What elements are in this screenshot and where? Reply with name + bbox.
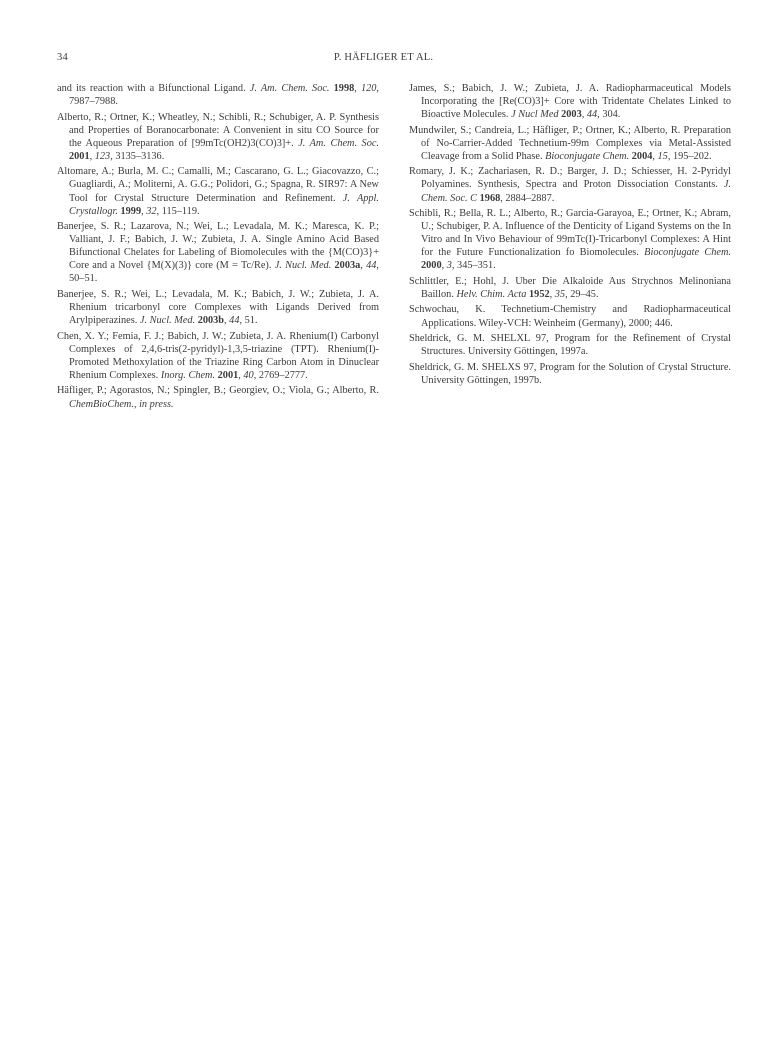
reference-text: , 304. [597,109,621,121]
reference-italic-text: J. Nucl. Med. [274,260,332,272]
reference-text: , [224,315,230,327]
reference-text: Chen, X. Y.; Femia, F. J.; Babich, J. W.; Zubieta, J. A. Rhenium(I) Carbonyl Complexes of 2,4,6-tris(2-pyridyl)-1,3,5-triazine (TPT). Rhenium(I)-Promoted Methoxylation of the Triazine Ring Carbon Atom in Dinuclear Rhenium Complexes. [57,330,379,381]
reference-italic-text: J Nucl Med [511,109,559,121]
reference-entry [57,288,379,327]
reference-italic-text: 44 [586,109,598,121]
reference-text: , 29–45. [565,288,599,300]
reference-year: 1968 [479,192,501,204]
references-column-right [409,82,731,389]
reference-italic-text: Inorg. Chem. [160,369,216,381]
reference-text: Romary, J. K.; Zachariasen, R. D.; Barger, J. D.; Schiesser, H. 2-Pyridyl Polyamines. Synthesis, Spectra and Proton Dissociation Constants. [409,166,731,191]
reference-entry [409,303,731,329]
reference-entry [409,165,731,204]
reference-italic-text: Bioconjugate Chem. [545,150,630,162]
reference-text: Mundwiler, S.; Candreia, L.; Häfliger, P.; Ortner, K.; Alberto, R. Preparation of No-Carrier-Added Technetium-99m Complexes via Metal-Assisted Cleavage from a Solid Phase. [409,124,731,162]
reference-year: 2001 [217,369,239,381]
reference-italic-text: J. Chem. Soc. C [421,179,731,204]
reference-italic-text: J. Am. Chem. Soc. [298,137,379,149]
reference-text: , 195–202. [667,150,712,162]
reference-text: , 345–351. [451,260,496,272]
reference-text: , [238,369,244,381]
reference-text: , [89,150,95,162]
reference-text: , [581,109,587,121]
reference-italic-text: Bioconjugate Chem. [644,247,731,259]
reference-year: 2003 [561,109,582,121]
reference-italic-text: J. Appl. Crystallogr. [69,192,379,217]
reference-italic-text: 3 [446,260,452,272]
reference-italic-text: 120 [360,83,377,94]
reference-italic-text: J. Am. Chem. Soc. [249,83,330,94]
reference-entry [57,384,379,410]
reference-text: , 50–51. [69,260,379,285]
reference-entry [409,361,731,387]
reference-text: Sheldrick, G. M. SHELXS 97, Program for the Solution of Crystal Structure. University Göttingen, 1997b. [409,361,731,386]
references-column-left [57,82,379,413]
reference-year: 2003b [197,315,225,327]
reference-text: Schibli, R.; Bella, R. L.; Alberto, R.; Garcia-Garayoa, E.; Ortner, K.; Abram, U.; Schubiger, P. A. Influence of the Denticity of Ligand Systems on the In Vitro and In Vivo Behaviour of 99mTc(I)-Tricarbonyl Complexes: A Hint for the Future Functionalization fo Biomolecules. [409,208,731,259]
reference-text: , 51. [239,315,258,327]
reference-text: Häfliger, P.; Agorastos, N.; Spingler, B.; Georgiev, O.; Viola, G.; Alberto, R. [57,385,379,397]
reference-italic-text: 15 [657,150,668,162]
reference-year: 2003a [334,260,361,272]
reference-italic-text: J. Nucl. Med. [139,315,196,327]
reference-year: 1952 [529,288,550,300]
reference-entry [57,111,379,163]
reference-entry [409,124,731,163]
reference-italic-text: 32 [146,205,157,217]
reference-text: , [441,260,447,272]
reference-text: Schlittler, E.; Hohl, J. Uber Die Alkaloide Aus Strychnos Melinoniana Baillon. [409,275,731,300]
reference-italic-text: ChemBioChem., in press. [69,398,174,410]
reference-entry [57,165,379,217]
reference-entry [57,82,379,108]
reference-text: , 3135–3136. [110,150,165,162]
reference-text: , 115–119. [156,205,200,217]
reference-text: , [652,150,658,162]
reference-text: and its reaction with a Bifunctional Ligand. [57,83,250,94]
reference-text: , 2884–2887. [500,192,555,204]
reference-year: 2001 [69,150,90,162]
reference-year: 1999 [120,205,142,217]
reference-year: 2004 [631,150,653,162]
reference-entry [409,82,731,121]
reference-italic-text: 35 [554,288,566,300]
reference-entry [409,332,731,358]
page-number: 34 [57,52,68,63]
reference-entry [57,220,379,285]
reference-italic-text: 44 [229,315,240,327]
reference-text: Banerjee, S. R.; Wei, L.; Levadala, M. K.; Babich, J. W.; Zubieta, J. A. Rhenium tricarbonyl core Complexes with Ligands Derived from Arylpiperazines. [57,288,379,327]
reference-text: , 7987–7988. [69,83,379,108]
reference-italic-text: 40 [243,369,254,381]
reference-year: 1998 [333,83,355,94]
reference-entry [409,207,731,272]
reference-text: , [549,288,555,300]
reference-text: James, S.; Babich, J. W.; Zubieta, J. A. Radiopharmaceutical Models Incorporating the [Re(CO)3]+ Core with Tridentate Chelates Linked to Bioactive Molecules. [409,83,731,121]
reference-text: Altomare, A.; Burla, M. C.; Camalli, M.; Cascarano, G. L.; Giacovazzo, C.; Guagliardi, A.; Moliterni, A. G.G.; Polidori, G.; Spagna, R. SIR97: A New Tool for Crystal Structure Determination and Refinement. [57,166,379,204]
reference-text: Alberto, R.; Ortner, K.; Wheatley, N.; Schibli, R.; Schubiger, A. P. Synthesis and Properties of Boranocarbonate: A Convenient in situ CO Source for the Aqueous Preparation of [99mTc(OH2)3(CO)3]+. [57,111,379,149]
reference-text: Schwochau, K. Technetium-Chemistry and Radiopharmaceutical Applications. Wiley-VCH: Weinheim (Germany), 2000; 446. [409,304,731,329]
running-head: P. HÄFLIGER ET AL. [333,52,434,63]
reference-text: , [141,205,147,217]
reference-italic-text: Helv. Chim. Acta [456,288,527,300]
reference-text: , [354,83,361,94]
reference-year: 2000 [421,260,442,272]
reference-entry [57,330,379,382]
reference-text: , [360,260,367,272]
page-header [57,52,710,66]
reference-entry [409,275,731,301]
reference-text: , 2769–2777. [253,369,308,381]
reference-italic-text: 44 [366,260,377,272]
reference-text: Banerjee, S. R.; Lazarova, N.; Wei, L.; Levadala, M. K.; Maresca, K. P.; Valliant, J. F.; Babich, J. W.; Zubieta, J. A. Single Amino Acid Based Bifunctional Chelates for Labeling of Biomolecules with the {M(CO)3}+ Core and a Novel {M(X)(3)} core (M = Tc/Re). [57,221,379,272]
reference-text: Sheldrick, G. M. SHELXL 97, Program for the Refinement of Crystal Structures. University Göttingen, 1997a. [409,333,731,358]
reference-italic-text: 123 [94,150,111,162]
